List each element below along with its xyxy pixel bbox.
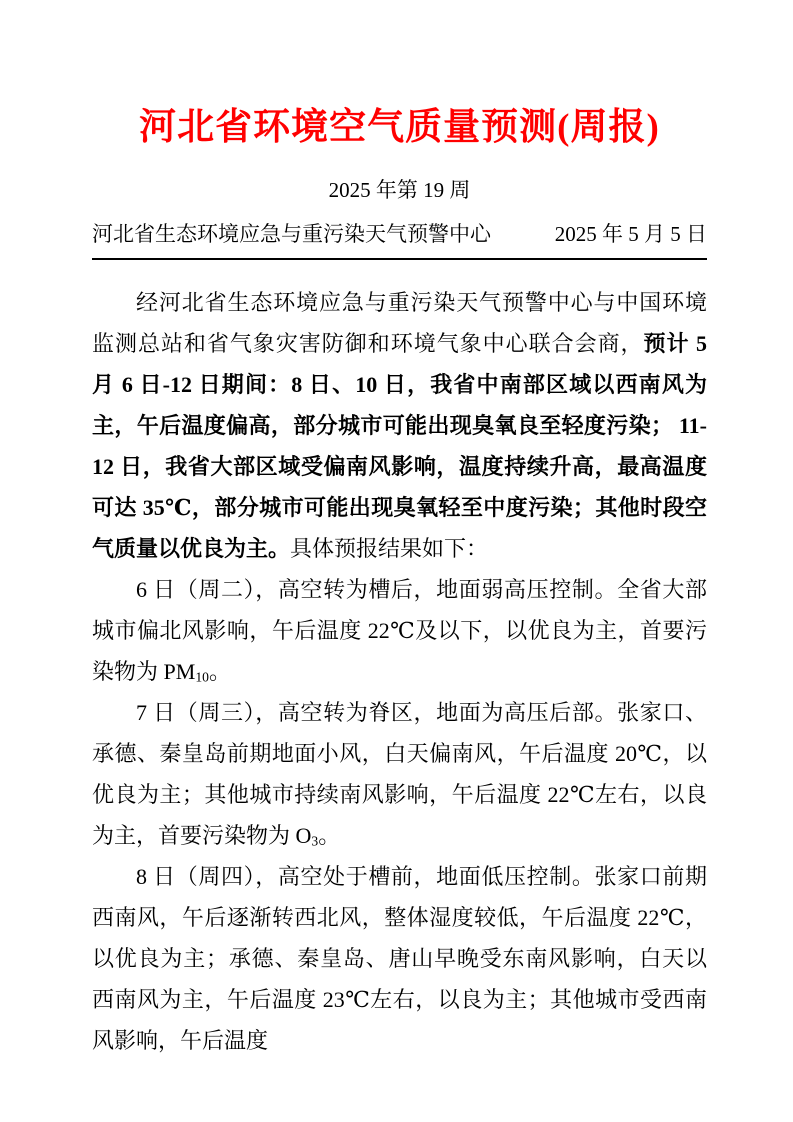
week-subtitle: 2025 年第 19 周 [328,178,471,203]
body-paragraph [92,856,707,1061]
issuer-name: 河北省生态环境应急与重污染天气预警中心 [92,222,491,247]
body-paragraph [92,692,707,856]
subscript-text: 10 [195,669,209,685]
page-title: 河北省环境空气质量预测(周报) [139,107,660,148]
body-paragraph [92,569,707,692]
text-segment: 。 [318,822,341,848]
issue-date: 2025 年 5 月 5 日 [554,222,707,247]
body-paragraph [92,282,707,569]
text-segment: 8 日（周四），高空处于槽前，地面低压控制。张家口前期西南风，午后逐渐转西北风，整体湿度较低，午后温度 22℃，以优良为主；承德、秦皇岛、唐山早晚受东南风影响，白天以西南风为主，午后温度 23℃左右，以良为主；其他城市受西南风影响，午后温度 [92,863,707,1053]
document-body [92,282,707,1061]
subscript-text: 3 [311,833,319,849]
text-segment: 预计 5 月 6 日-12 日期间：8 日、10 日，我省中南部区域以西南风为主，午后温度偏高，部分城市可能出现臭氧良至轻度污染； 11-12 日，我省大部区域受偏南风影响，温度持续升高，最高温度可达 35℃，部分城市可能出现臭氧轻至中度污染；其他时段空气质量以优良为主。 [92,330,707,561]
header-divider [92,258,707,260]
text-segment: 。 [208,658,231,684]
text-segment: 7 日（周三），高空转为脊区，地面为高压后部。张家口、承德、秦皇岛前期地面小风，白天偏南风，午后温度 20℃，以优良为主；其他城市持续南风影响，午后温度 22℃左右，以良为主，首要污染物为 O [92,699,707,848]
text-segment: 6 日（周二），高空转为槽后，地面弱高压控制。全省大部城市偏北风影响，午后温度 22℃及以下，以优良为主，首要污染物为 PM [92,576,707,684]
text-segment: 经河北省生态环境应急与重污染天气预警中心与中国环境监测总站和省气象灾害防御和环境气象中心联合会商， [92,289,707,356]
byline-row [92,221,707,248]
text-segment: 具体预报结果如下： [290,535,489,561]
